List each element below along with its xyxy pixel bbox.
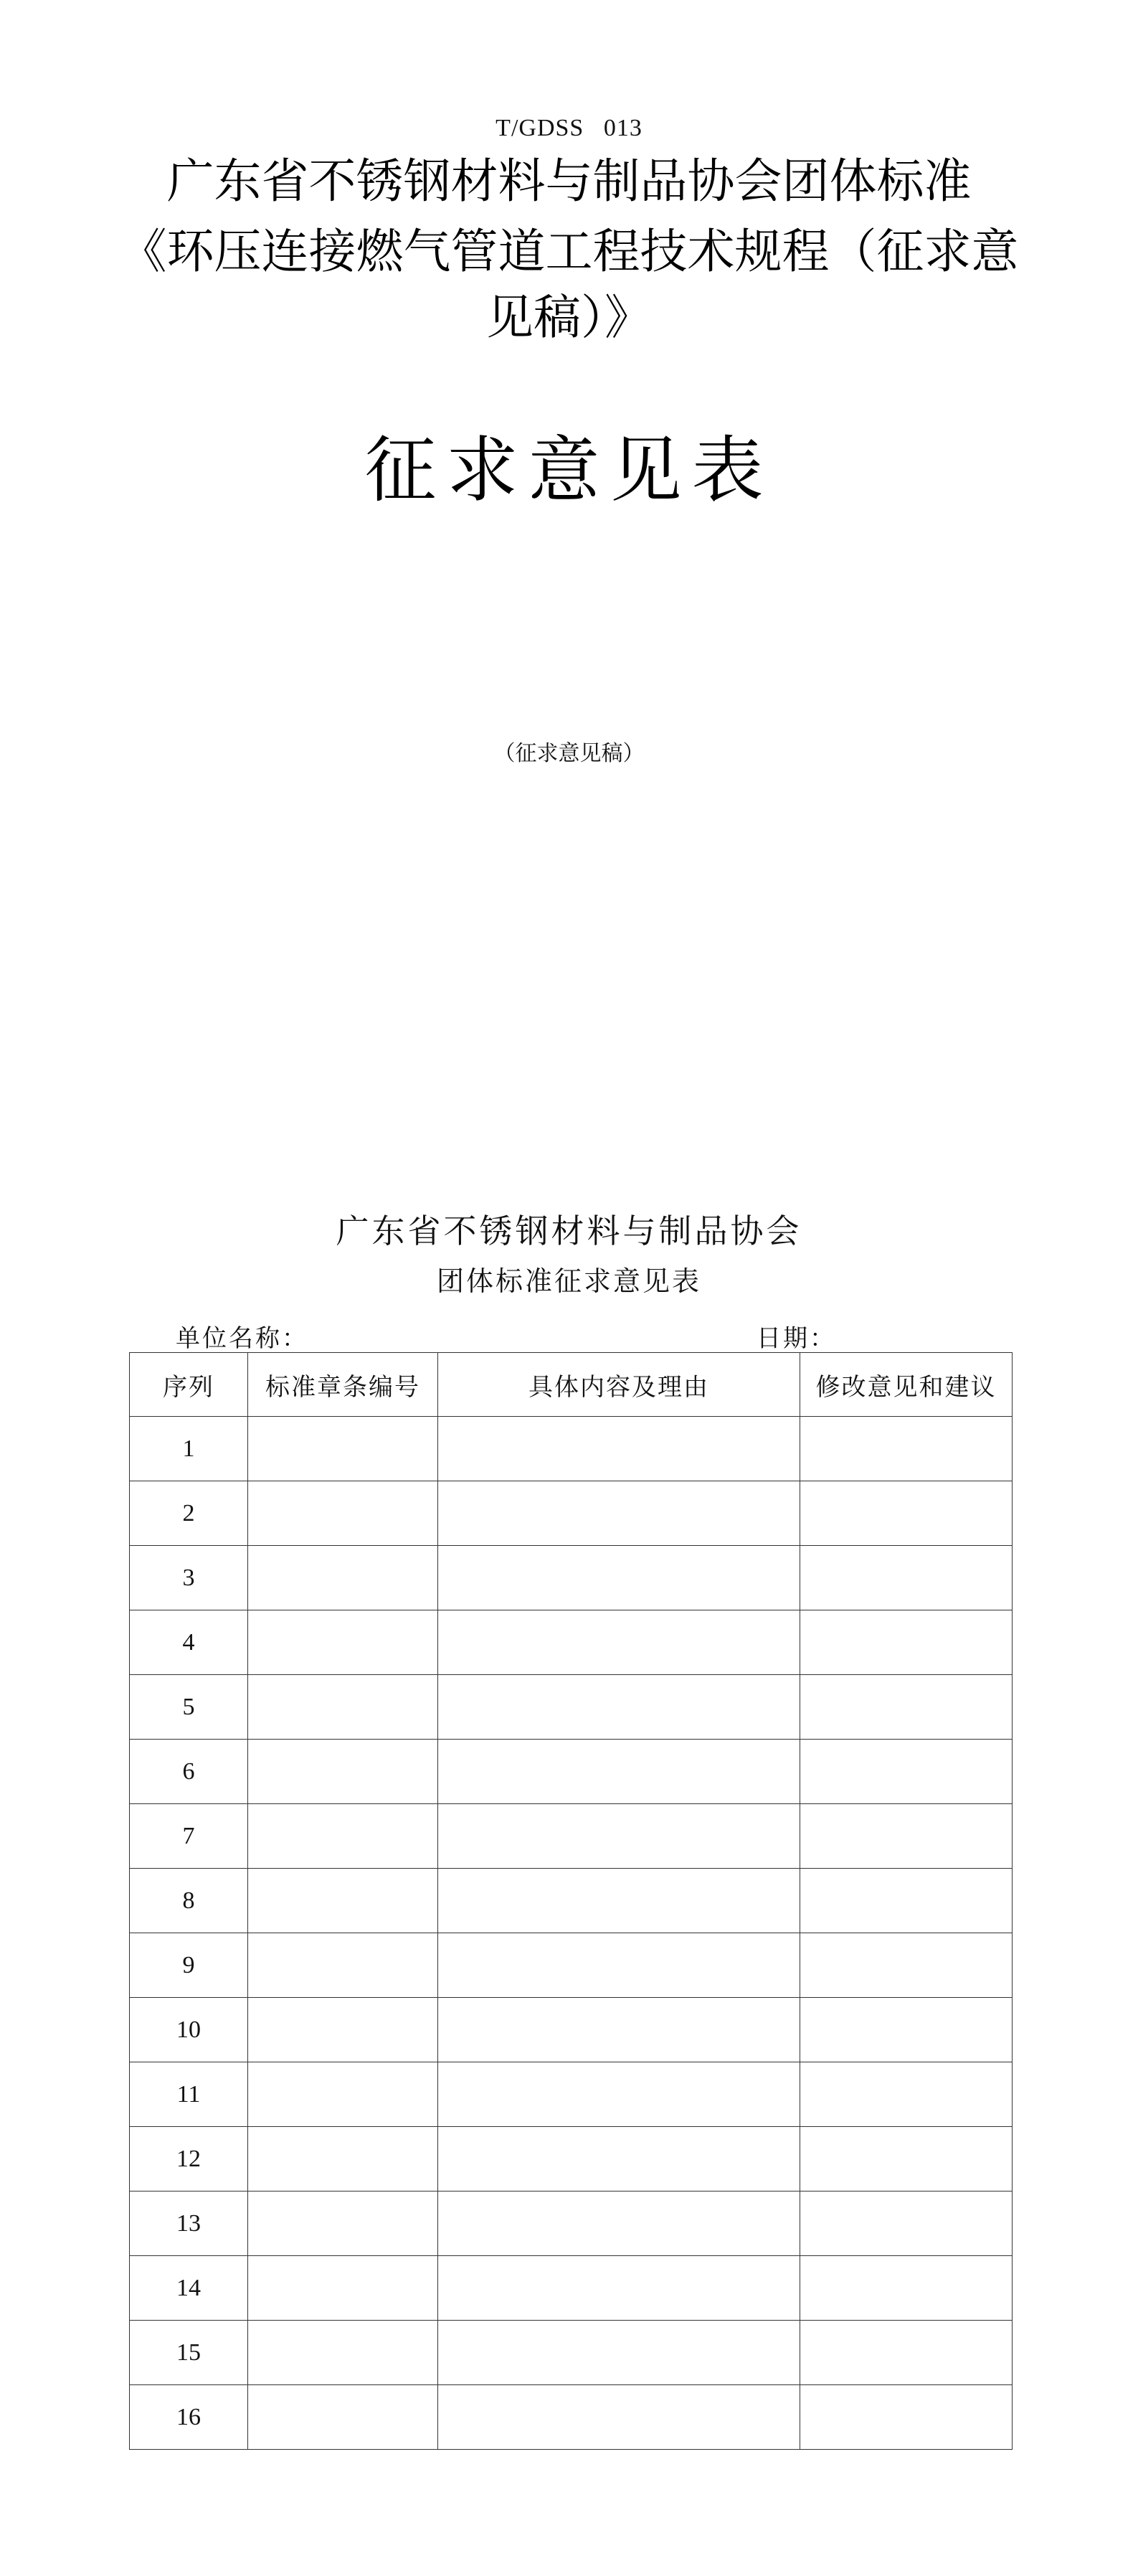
content-reason-cell[interactable] (438, 1740, 800, 1804)
column-header-suggestion: 修改意见和建议 (800, 1353, 1013, 1417)
content-reason-cell[interactable] (438, 1417, 800, 1481)
suggestion-cell[interactable] (800, 2256, 1013, 2321)
column-header-sequence: 序列 (130, 1353, 248, 1417)
unit-name-label: 单位名称： (176, 1324, 308, 1353)
main-title: 征求意见表 (364, 428, 774, 512)
content-reason-cell[interactable] (438, 1675, 800, 1740)
association-name: 广东省不锈钢材料与制品协会 (336, 1212, 802, 1250)
table-row (130, 1417, 1013, 1481)
table-row (130, 2321, 1013, 2385)
table-row (130, 2062, 1013, 2127)
suggestion-cell[interactable] (800, 1546, 1013, 1610)
clause-number-cell[interactable] (248, 1933, 438, 1998)
draft-note: （征求意见稿） (493, 741, 645, 766)
suggestion-cell[interactable] (800, 1740, 1013, 1804)
suggestion-cell[interactable] (800, 1869, 1013, 1933)
table-row (130, 1998, 1013, 2062)
table-header-row (130, 1353, 1013, 1417)
sequence-cell: 12 (130, 2127, 248, 2192)
clause-number-cell[interactable] (248, 2062, 438, 2127)
content-reason-cell[interactable] (438, 2127, 800, 2192)
date-label: 日期： (757, 1324, 836, 1353)
content-reason-cell[interactable] (438, 2256, 800, 2321)
table-body (130, 1417, 1013, 2450)
sequence-cell: 6 (130, 1740, 248, 1804)
sequence-cell: 1 (130, 1417, 248, 1481)
suggestion-cell[interactable] (800, 1610, 1013, 1675)
clause-number-cell[interactable] (248, 1675, 438, 1740)
sequence-cell: 14 (130, 2256, 248, 2321)
clause-number-cell[interactable] (248, 1869, 438, 1933)
suggestion-cell[interactable] (800, 1998, 1013, 2062)
sequence-cell: 7 (130, 1804, 248, 1869)
content-reason-cell[interactable] (438, 1546, 800, 1610)
clause-number-cell[interactable] (248, 1610, 438, 1675)
content-reason-cell[interactable] (438, 2385, 800, 2450)
suggestion-cell[interactable] (800, 1417, 1013, 1481)
table-row (130, 1675, 1013, 1740)
content-reason-cell[interactable] (438, 1869, 800, 1933)
suggestion-cell[interactable] (800, 2385, 1013, 2450)
suggestion-cell[interactable] (800, 2062, 1013, 2127)
table-row (130, 1546, 1013, 1610)
clause-number-cell[interactable] (248, 2256, 438, 2321)
sequence-cell: 11 (130, 2062, 248, 2127)
organization-title: 广东省不锈钢材料与制品协会团体标准 (166, 154, 972, 209)
suggestion-cell[interactable] (800, 1675, 1013, 1740)
table-row (130, 2385, 1013, 2450)
table-row (130, 1933, 1013, 1998)
suggestion-cell[interactable] (800, 2321, 1013, 2385)
form-subtitle: 团体标准征求意见表 (436, 1265, 701, 1297)
clause-number-cell[interactable] (248, 2385, 438, 2450)
sequence-cell: 13 (130, 2192, 248, 2256)
table-row (130, 1610, 1013, 1675)
sequence-cell: 3 (130, 1546, 248, 1610)
suggestion-cell[interactable] (800, 2192, 1013, 2256)
table-row (130, 2127, 1013, 2192)
sequence-cell: 8 (130, 1869, 248, 1933)
sequence-cell: 5 (130, 1675, 248, 1740)
table-row (130, 1481, 1013, 1546)
sequence-cell: 16 (130, 2385, 248, 2450)
clause-number-cell[interactable] (248, 2192, 438, 2256)
suggestion-cell[interactable] (800, 1933, 1013, 1998)
clause-number-cell[interactable] (248, 2127, 438, 2192)
clause-number-cell[interactable] (248, 1546, 438, 1610)
column-header-content-reason: 具体内容及理由 (438, 1353, 800, 1417)
content-reason-cell[interactable] (438, 1610, 800, 1675)
clause-number-cell[interactable] (248, 1998, 438, 2062)
clause-number-cell[interactable] (248, 1417, 438, 1481)
table-row (130, 1869, 1013, 1933)
table-row (130, 2256, 1013, 2321)
column-header-clause-number: 标准章条编号 (248, 1353, 438, 1417)
suggestion-cell[interactable] (800, 2127, 1013, 2192)
clause-number-cell[interactable] (248, 1804, 438, 1869)
table-row (130, 1740, 1013, 1804)
clause-number-cell[interactable] (248, 2321, 438, 2385)
sequence-cell: 9 (130, 1933, 248, 1998)
content-reason-cell[interactable] (438, 1998, 800, 2062)
content-reason-cell[interactable] (438, 1481, 800, 1546)
table-row (130, 1804, 1013, 1869)
sequence-cell: 2 (130, 1481, 248, 1546)
document-title-line-2: 见稿）》 (486, 290, 652, 345)
standard-code: T/GDSS 013 (495, 115, 643, 141)
document-title-line-1: 《环压连接燃气管道工程技术规程（征求意 (119, 224, 1019, 279)
table-row (130, 2192, 1013, 2256)
content-reason-cell[interactable] (438, 2062, 800, 2127)
content-reason-cell[interactable] (438, 1804, 800, 1869)
sequence-cell: 10 (130, 1998, 248, 2062)
suggestion-cell[interactable] (800, 1804, 1013, 1869)
content-reason-cell[interactable] (438, 2321, 800, 2385)
opinion-table (129, 1352, 1013, 2450)
suggestion-cell[interactable] (800, 1481, 1013, 1546)
clause-number-cell[interactable] (248, 1481, 438, 1546)
sequence-cell: 15 (130, 2321, 248, 2385)
content-reason-cell[interactable] (438, 2192, 800, 2256)
content-reason-cell[interactable] (438, 1933, 800, 1998)
sequence-cell: 4 (130, 1610, 248, 1675)
clause-number-cell[interactable] (248, 1740, 438, 1804)
